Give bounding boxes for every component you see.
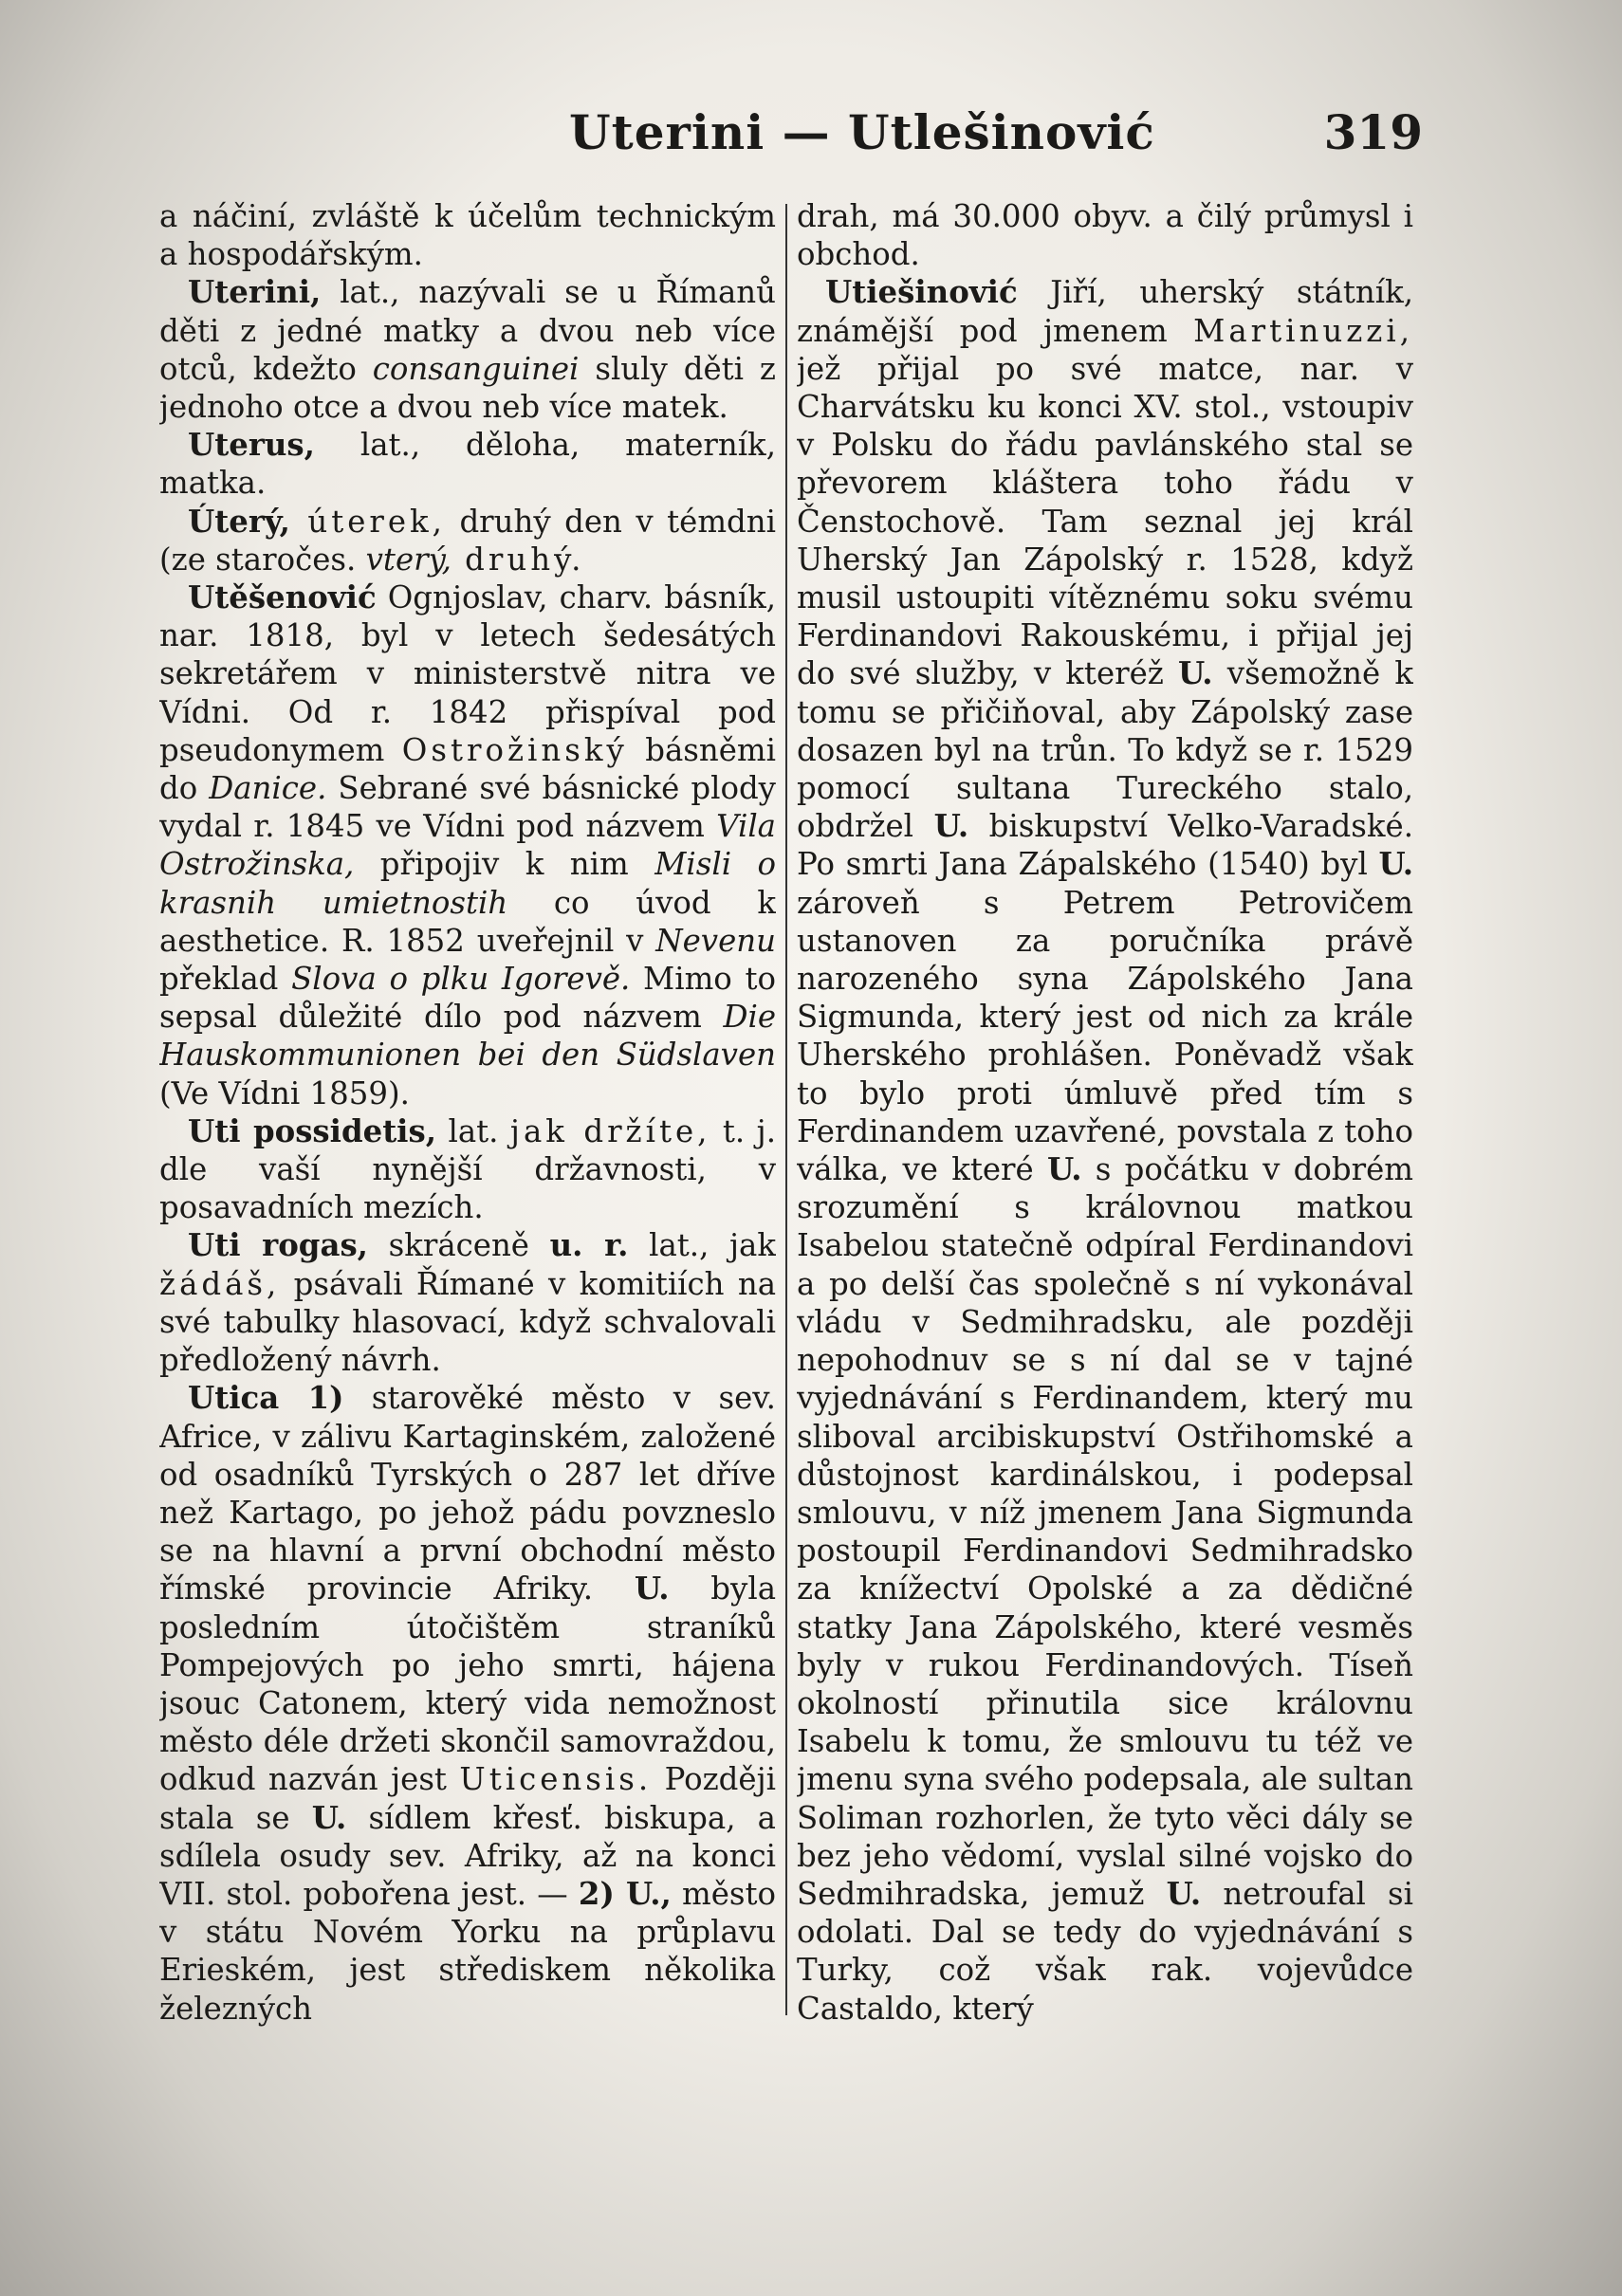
headword: Utiešinović	[825, 274, 1018, 311]
headword: Uterus,	[188, 427, 315, 464]
entry-uterus	[159, 426, 776, 502]
headword: Uti rogas,	[188, 1227, 368, 1264]
entry-utica	[159, 1379, 776, 2027]
headword: Uti possidetis,	[188, 1112, 437, 1149]
entry-text: lat., jak	[628, 1227, 776, 1264]
entry-text: sídlem křesť. biskupa, a sdílela osudy sev. Afriky, až na konci VII. stol. pobořena jest. —	[159, 1799, 776, 1912]
entry-text: Později stala se	[159, 1761, 776, 1836]
column-divider	[785, 204, 787, 2015]
entry-uti-rogas	[159, 1226, 776, 1379]
entry-italic: Slova o plku Igorevě.	[291, 961, 631, 998]
entry-text: sluly děti z jednoho otce a dvou neb více matek.	[159, 350, 776, 426]
entry-continuation: drah, má 30.000 obyv. a čilý průmysl i obchod.	[797, 198, 1413, 273]
entry-spaced: Martinuzzi,	[1193, 312, 1413, 349]
entry-text: básněmi do	[159, 731, 776, 807]
entry-spaced: úterek,	[289, 503, 446, 540]
entry-text: lat., děloha, materník, matka.	[159, 427, 776, 502]
entry-text: (Ve Vídni 1859).	[159, 1075, 410, 1111]
entry-text: všemožně k tomu se přičiňoval, aby Zápolský zase dosazen byl na trůn. To když se r. 1529 pomocí sultana Tureckého stalo, obdržel	[797, 655, 1413, 845]
entry-text: Mimo to sepsal důležité dílo pod názvem	[159, 961, 776, 1036]
page-number: 319	[1323, 104, 1423, 160]
headword: Utěšenović	[188, 579, 377, 616]
entry-text: co úvod k aesthetice. R. 1852 uveřejnil v	[159, 884, 776, 959]
running-head: Uterini — Utlešinović	[569, 104, 1155, 160]
right-column	[797, 197, 1413, 2056]
entry-text: překlad	[159, 961, 292, 998]
entry-text: Sebrané své básnické plody vydal r. 1845 ve Vídni pod názvem	[159, 770, 776, 845]
entry-bold: 2) U.,	[578, 1875, 672, 1912]
entry-text: netroufal si odolati. Dal se tedy do vyjednávání s Turky, což však rak. vojevůdce Castaldo, který	[797, 1875, 1413, 2027]
entry-italic: vterý,	[365, 541, 452, 578]
entry-spaced: Uticensis.	[459, 1761, 653, 1798]
entry-spaced: jak držíte,	[509, 1112, 711, 1149]
entry-utiesinovic	[797, 273, 1413, 2027]
entry-italic: Nevenu	[655, 922, 776, 959]
entry-bold: U.	[311, 1799, 347, 1836]
entry-italic: Misli o krasnih umietnostih	[159, 846, 776, 921]
entry-italic: Die Hauskommunionen bei den Südslaven	[159, 999, 776, 1074]
entry-text: byla posledním útočištěm straníků Pompejových po jeho smrti, hájena jsouc Catonem, který vida nemožnost město déle držeti skončil samovraždou, odkud nazván jest	[159, 1570, 776, 1798]
entry-text: t. j. dle vaší nynější državnosti, v posavadních mezích.	[159, 1112, 776, 1226]
entry-text: skráceně	[367, 1227, 550, 1264]
entry-text: jež přijal po své matce, nar. v Charvátsku ku konci XV. stol., vstoupiv v Polsku do řádu pavlánského stal se převorem kláštera toho řádu v Čenstochově. Tam seznal jej král Uherský Jan Zápolský r. 1528, když musil ustoupiti vítěznému soku svému Ferdinandovi Rakouskému, i přijal jej do své služby, v kteréž	[797, 350, 1413, 692]
entry-text: město v státu Novém Yorku na průplavu Erieském, jest střediskem několika železných	[159, 1875, 776, 2027]
entry-text: lat., nazývali se u Římanů děti z jedné matky a dvou neb více otců, kdežto	[159, 274, 776, 387]
entry-italic: Vila Ostrožinska,	[159, 808, 776, 883]
entry-bold: U.	[1166, 1875, 1202, 1912]
entry-text: s počátku v dobrém srozumění s královnou matkou Isabelou statečně odpíral Ferdinandovi a po delší čas společně s ní vykonával vládu v Sedmihradsku, ale později nepohodnuv se s ní dal se v tajné vyjednávání s Ferdinandem, který mu sliboval arcibiskupství Ostřihomské a důstojnost kardinálskou, i podepsal smlouvu, v níž jmenem Jana Sigmunda postoupil Ferdinandovi Sedmihradsko za knížectví Opolské a za dědičné statky Jana Zápolského, které vesměs byly v rukou Ferdinandových. Tíseň okolností přinutila sice královnu Isabelu k tomu, že smlouvu tu též ve jmenu syna svého podepsala, ale sultan Soliman rozhorlen, že tyto věci dály se bez jeho vědomí, vyslal silné vojsko do Sedmihradska, jemuž	[797, 1151, 1413, 1912]
entry-text: biskupství Velko-Varadské. Po smrti Jana Zápalského (1540) byl	[797, 808, 1413, 883]
entry-bold: U.	[1178, 655, 1213, 692]
page-header	[161, 104, 1423, 171]
entry-text: Ognjoslav, charv. básník, nar. 1818, byl v letech šedesátých sekretářem v ministerstvě nitra ve Vídni. Od r. 1842 přispíval pod pseudonymem	[159, 579, 776, 768]
entry-italic: Danice.	[209, 770, 327, 807]
entry-utesenovic	[159, 579, 776, 1112]
entry-spaced: žádáš,	[159, 1265, 281, 1302]
left-column	[159, 197, 776, 2056]
entry-bold: U.	[1378, 846, 1413, 883]
headword: Úterý,	[188, 503, 290, 540]
entry-bold: U.	[634, 1570, 670, 1607]
entry-spaced: druhý.	[451, 541, 585, 578]
entry-bold: U.	[933, 808, 969, 845]
headword: Utica 1)	[188, 1380, 344, 1417]
entry-text: starověké město v sev. Africe, v zálivu Kartaginském, založené od osadníků Tyrských o 287 let dříve než Kartago, po jehož pádu povzneslo se na hlavní a první obchodní město římské provincie Afriky.	[159, 1380, 776, 1607]
entry-spaced: Ostrožinský	[401, 731, 628, 768]
entry-text: Jiří, uherský státník, známější pod jmenem	[797, 274, 1413, 349]
entry-text: psávali Římané v komitiích na své tabulky hlasovací, když schvalovali předložený návrh.	[159, 1265, 776, 1379]
entry-uti-possidetis	[159, 1112, 776, 1227]
entry-text: druhý den v témdni (ze staročes.	[159, 503, 776, 578]
entry-text: lat.	[436, 1112, 510, 1149]
entry-text: zároveň s Petrem Petrovičem ustanoven za poručníka právě narozeného syna Zápolského Jana Sigmunda, který jest od nich za krále Uherského prohlášen. Poněvadž však to bylo proti úmluvě před tím s Ferdinandem uzavřené, povstala z toho válka, ve které	[797, 884, 1413, 1188]
entry-utery	[159, 503, 776, 579]
headword: Uterini,	[188, 274, 322, 311]
entry-bold: u. r.	[549, 1227, 629, 1264]
entry-bold: U.	[1046, 1151, 1082, 1188]
entry-continuation: a náčiní, zvláště k účelům technickým a hospodářským.	[159, 198, 776, 273]
entry-text: připojiv k nim	[354, 846, 655, 883]
entry-italic: consanguinei	[372, 350, 580, 387]
entry-uterini	[159, 273, 776, 426]
